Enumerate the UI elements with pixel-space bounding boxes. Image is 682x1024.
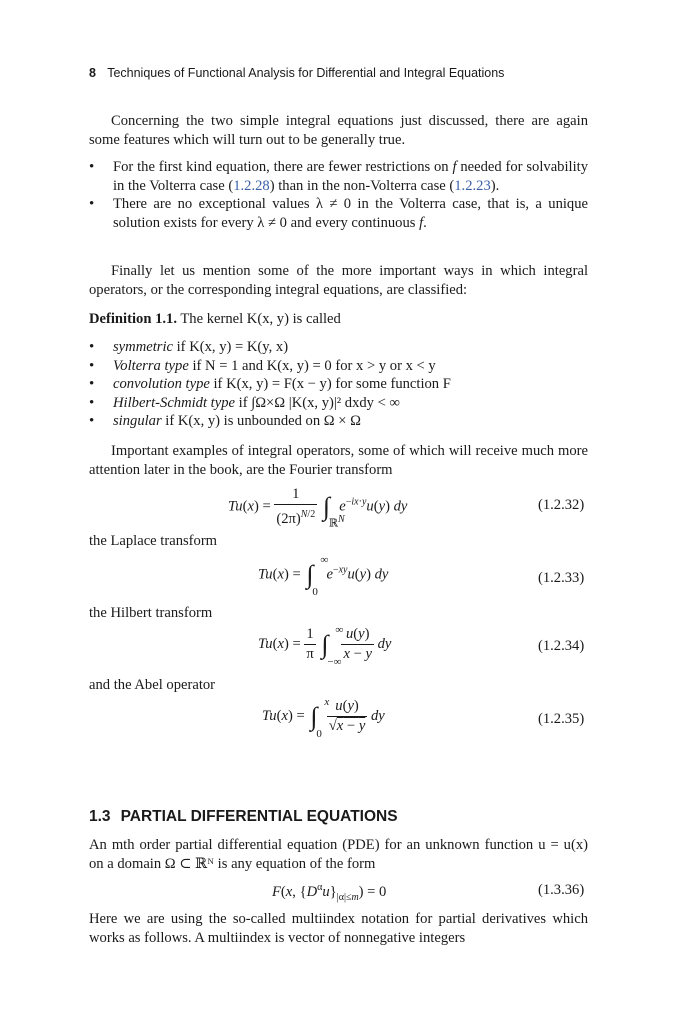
definition-line bbox=[89, 310, 588, 329]
math-f: f bbox=[452, 159, 457, 175]
definition-label: Definition 1.1. bbox=[89, 311, 177, 327]
math-f: f bbox=[419, 214, 424, 231]
examples-paragraph: Important examples of integral operators, some of which will receive much more attention later in the book, are the Fourier transform bbox=[89, 443, 588, 478]
term-convolution: convolution type bbox=[113, 376, 210, 392]
equation-link-1-2-28[interactable]: 1.2.28 bbox=[233, 177, 270, 194]
bullet-item bbox=[89, 357, 588, 376]
multiindex-paragraph: Here we are using the so-called multiindex notation for partial derivatives which works as follows. A multiindex is vector of nonnegative integers bbox=[89, 911, 588, 946]
bullet-item bbox=[89, 195, 588, 232]
eq-number-1-2-34: (1.2.34) bbox=[538, 638, 585, 654]
bullet-text: ) than in the non-Volterra case ( bbox=[269, 177, 455, 194]
bullet-text: needed for solvability in the Volterra case ( bbox=[113, 159, 588, 194]
bullet-text: There are no exceptional values λ ≠ 0 in the Volterra case, that is, a unique solution exists for every λ ≠ 0 and every continuous bbox=[113, 196, 588, 231]
section-heading bbox=[89, 808, 398, 826]
equation-abel: Tu(x) = ∫ x 0 $\frac{u(y)}{√x - y}$ dy bbox=[262, 695, 385, 740]
section-number: 1.3 bbox=[89, 808, 111, 825]
equation-pde: F(x, $\{D^\alpha u\}_{|\alpha|\le m}) = 0$ bbox=[272, 882, 387, 903]
page-number: 8 bbox=[89, 66, 96, 80]
bullet-text: ). bbox=[490, 177, 500, 194]
bullet-item bbox=[89, 158, 588, 195]
bullet-text: . bbox=[423, 214, 427, 231]
bullet-text: if K(x, y) is unbounded on Ω × Ω bbox=[161, 413, 362, 429]
bullet-item bbox=[89, 394, 588, 413]
hilbert-label: the Hilbert transform bbox=[89, 605, 213, 621]
pde-paragraph: An mth order partial differential equation (PDE) for an unknown function u = u(x) on a domain Ω ⊂ ℝᴺ is any equation of the form bbox=[89, 837, 588, 872]
bullet-text: For the first kind equation, there are fewer restrictions on bbox=[113, 159, 449, 175]
bullet-text: if N = 1 and K(x, y) = 0 for x > y or x < y bbox=[188, 357, 436, 374]
bullet-text: if ∫Ω×Ω |K(x, y)|² dxdy < ∞ bbox=[235, 394, 400, 411]
bullet-list-kernel-types bbox=[89, 338, 588, 431]
bullet-item bbox=[89, 375, 588, 394]
intro-paragraph: Concerning the two simple integral equations just discussed, there are again some features which will turn out to be generally true. bbox=[89, 113, 588, 148]
running-header bbox=[89, 66, 504, 80]
equation-link-1-2-23[interactable]: 1.2.23 bbox=[454, 177, 491, 194]
term-singular: singular bbox=[113, 413, 162, 429]
eq-number-1-2-33: (1.2.33) bbox=[538, 570, 585, 586]
bullet-text: if K(x, y) = K(y, x) bbox=[172, 339, 289, 355]
abel-label: and the Abel operator bbox=[89, 677, 216, 693]
term-symmetric: symmetric bbox=[113, 339, 173, 355]
equation-laplace: Tu(x) = ∫ ∞ 0 $e^{-xy}u(y)$ dy bbox=[258, 554, 389, 598]
laplace-label: the Laplace transform bbox=[89, 533, 218, 549]
eq-number-1-3-36: (1.3.36) bbox=[538, 882, 585, 898]
eq-number-1-2-32: (1.2.32) bbox=[538, 497, 585, 513]
term-volterra: Volterra type bbox=[113, 357, 189, 374]
bullet-item bbox=[89, 338, 588, 357]
bullet-item bbox=[89, 412, 588, 431]
running-title: Techniques of Functional Analysis for Differential and Integral Equations bbox=[107, 66, 505, 80]
equation-fourier: Tu(x) = $\frac{1}{(2\pi)^{N/2}}$ ∫ ℝ$^N$ $e^{-ix\cdot y}u(y)$ dy bbox=[228, 486, 408, 530]
bullet-list-volterra bbox=[89, 158, 588, 232]
eq-number-1-2-35: (1.2.35) bbox=[538, 711, 585, 727]
definition-text: The kernel K(x, y) is called bbox=[180, 311, 341, 327]
term-hilbert-schmidt: Hilbert-Schmidt type bbox=[113, 394, 235, 411]
equation-hilbert: Tu(x) = $\frac{1}{\pi}$ ∫ ∞ −∞ $\frac{u(y)}{x - y}$ dy bbox=[258, 623, 392, 668]
section-title: PARTIAL DIFFERENTIAL EQUATIONS bbox=[120, 808, 398, 825]
classification-paragraph: Finally let us mention some of the more important ways in which integral operators, or the corresponding integral equations, are classified: bbox=[89, 263, 588, 298]
bullet-text: if K(x, y) = F(x − y) for some function F bbox=[209, 376, 451, 392]
